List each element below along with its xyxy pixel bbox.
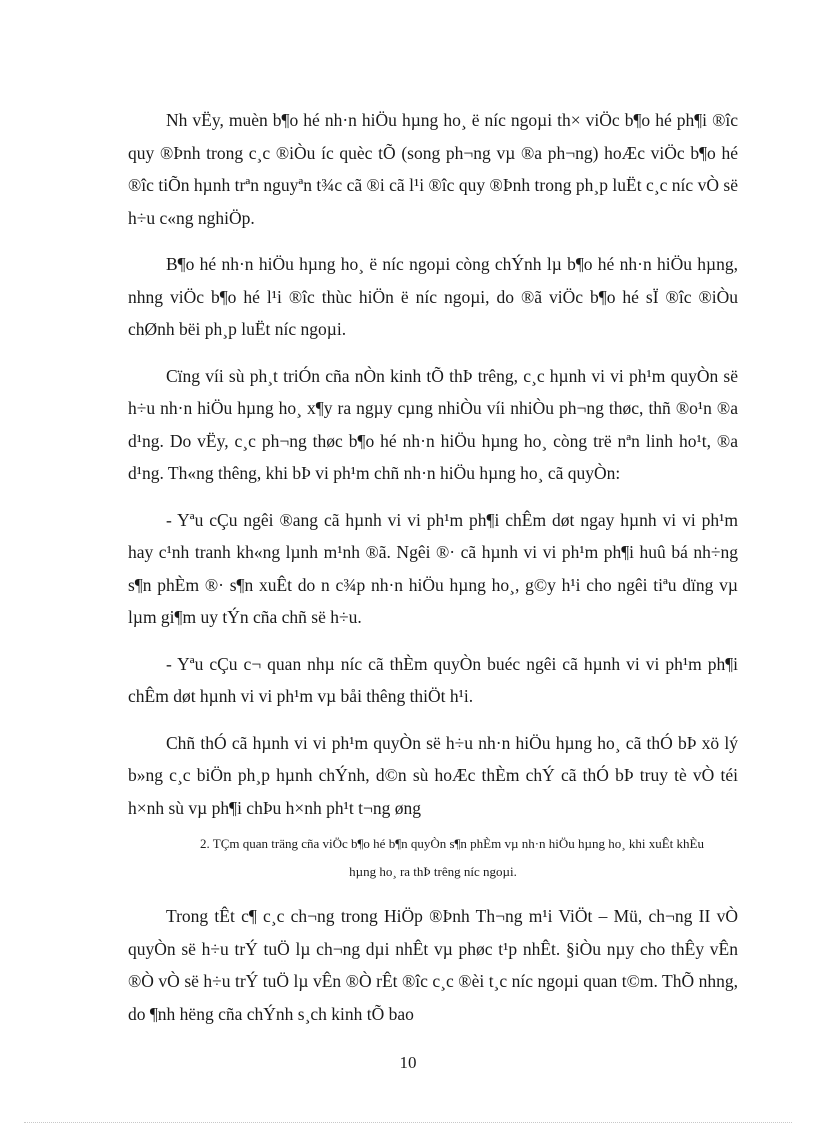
section-heading: 2. TÇm quan träng cña viÖc b¶o hé b¶n quyÒn s¶n phÈm vµ nh·n hiÖu hµng ho¸ khi xuÊt khÈu hµng ho¸ ra thÞ trêng níc ngoµi. (200, 836, 704, 879)
page-number: 10 (399, 1053, 417, 1072)
paragraph: B¶o hé nh·n hiÖu hµng ho¸ ë níc ngoµi còng chÝnh lµ b¶o hé nh·n hiÖu hµng, nhng viÖc b¶o hé l¹i ®îc thùc hiÖn ë níc ngoµi, do ®ã viÖc b¶o hé sÏ ®îc ®iÒu chØnh bëi ph¸p luËt níc ngoµi. (128, 254, 738, 339)
paragraph: Trong tÊt c¶ c¸c ch¬ng trong HiÖp ®Þnh Th¬ng m¹i ViÖt – Mü, ch¬ng II vÒ quyÒn së h÷u trÝ tuÖ lµ ch¬ng dµi nhÊt vµ phøc t¹p nhÊt. §iÒu nµy cho thÊy vÊn ®Ò vÒ së h÷u trÝ tuÖ lµ vÊn ®Ò rÊt ®îc c¸c ®èi t¸c níc ngoµi quan t©m. ThÕ nhng, do ¶nh hëng cña chÝnh s¸ch kinh tÕ bao (128, 906, 738, 1024)
paragraph: Chñ thÓ cã hµnh vi vi ph¹m quyÒn së h÷u nh·n hiÖu hµng ho¸ cã thÓ bÞ xö lý b»ng c¸c biÖn ph¸p hµnh chÝnh, d©n sù hoÆc thÈm chÝ cã thÓ bÞ truy tè vÒ téi h×nh sù vµ ph¶i chÞu h×nh ph¹t t¬ng øng (128, 732, 738, 818)
paragraph: Cïng víi sù ph¸t triÓn cña nÒn kinh tÕ thÞ trêng, c¸c hµnh vi vi ph¹m quyÒn së h÷u nh·n hiÖu hµng ho¸ x¶y ra ngµy cµng nhiÒu víi nhiÒu ph¬ng thøc, thñ ®o¹n ®a d¹ng. Do vËy, c¸c ph¬ng thøc b¶o hé nh·n hiÖu hµng ho¸ còng trë nªn linh ho¹t, ®a d¹ng. Th«ng thêng, khi bÞ vi ph¹m chñ nh·n hiÖu hµng ho¸ cã quyÒn: (128, 365, 738, 483)
document-body (128, 104, 738, 1044)
paragraph: - Yªu cÇu c¬ quan nhµ níc cã thÈm quyÒn buéc ngêi cã hµnh vi vi ph¹m ph¶i chÊm døt hµnh vi vi ph¹m vµ båi thêng thiÖt h¹i. (128, 653, 738, 706)
paragraph: Nh vËy, muèn b¶o hé nh·n hiÖu hµng ho¸ ë níc ngoµi th× viÖc b¶o hé ph¶i ®îc quy ®Þnh trong c¸c ®iÒu íc quèc tÕ (song ph¬ng vµ ®a ph¬ng) hoÆc viÖc b¶o hé ®îc tiÕn hµnh trªn nguyªn t¾c cã ®i cã l¹i ®îc quy ®Þnh trong ph¸p luËt c¸c níc vÒ së h÷u c«ng nghiÖp. (128, 110, 738, 228)
paragraph: - Yªu cÇu ngêi ®ang cã hµnh vi vi ph¹m ph¶i chÊm døt ngay hµnh vi vi ph¹m hay c¹nh tranh kh«ng lµnh m¹nh ®ã. Ngêi ®· cã hµnh vi vi ph¹m ph¶i huû bá nh÷ng s¶n phÈm ®· s¶n xuÊt do n c¾p nh·n hiÖu hµng ho¸, g©y h¹i cho ngêi tiªu dïng vµ lµm gi¶m uy tÝn cña chñ së h÷u. (128, 509, 738, 627)
